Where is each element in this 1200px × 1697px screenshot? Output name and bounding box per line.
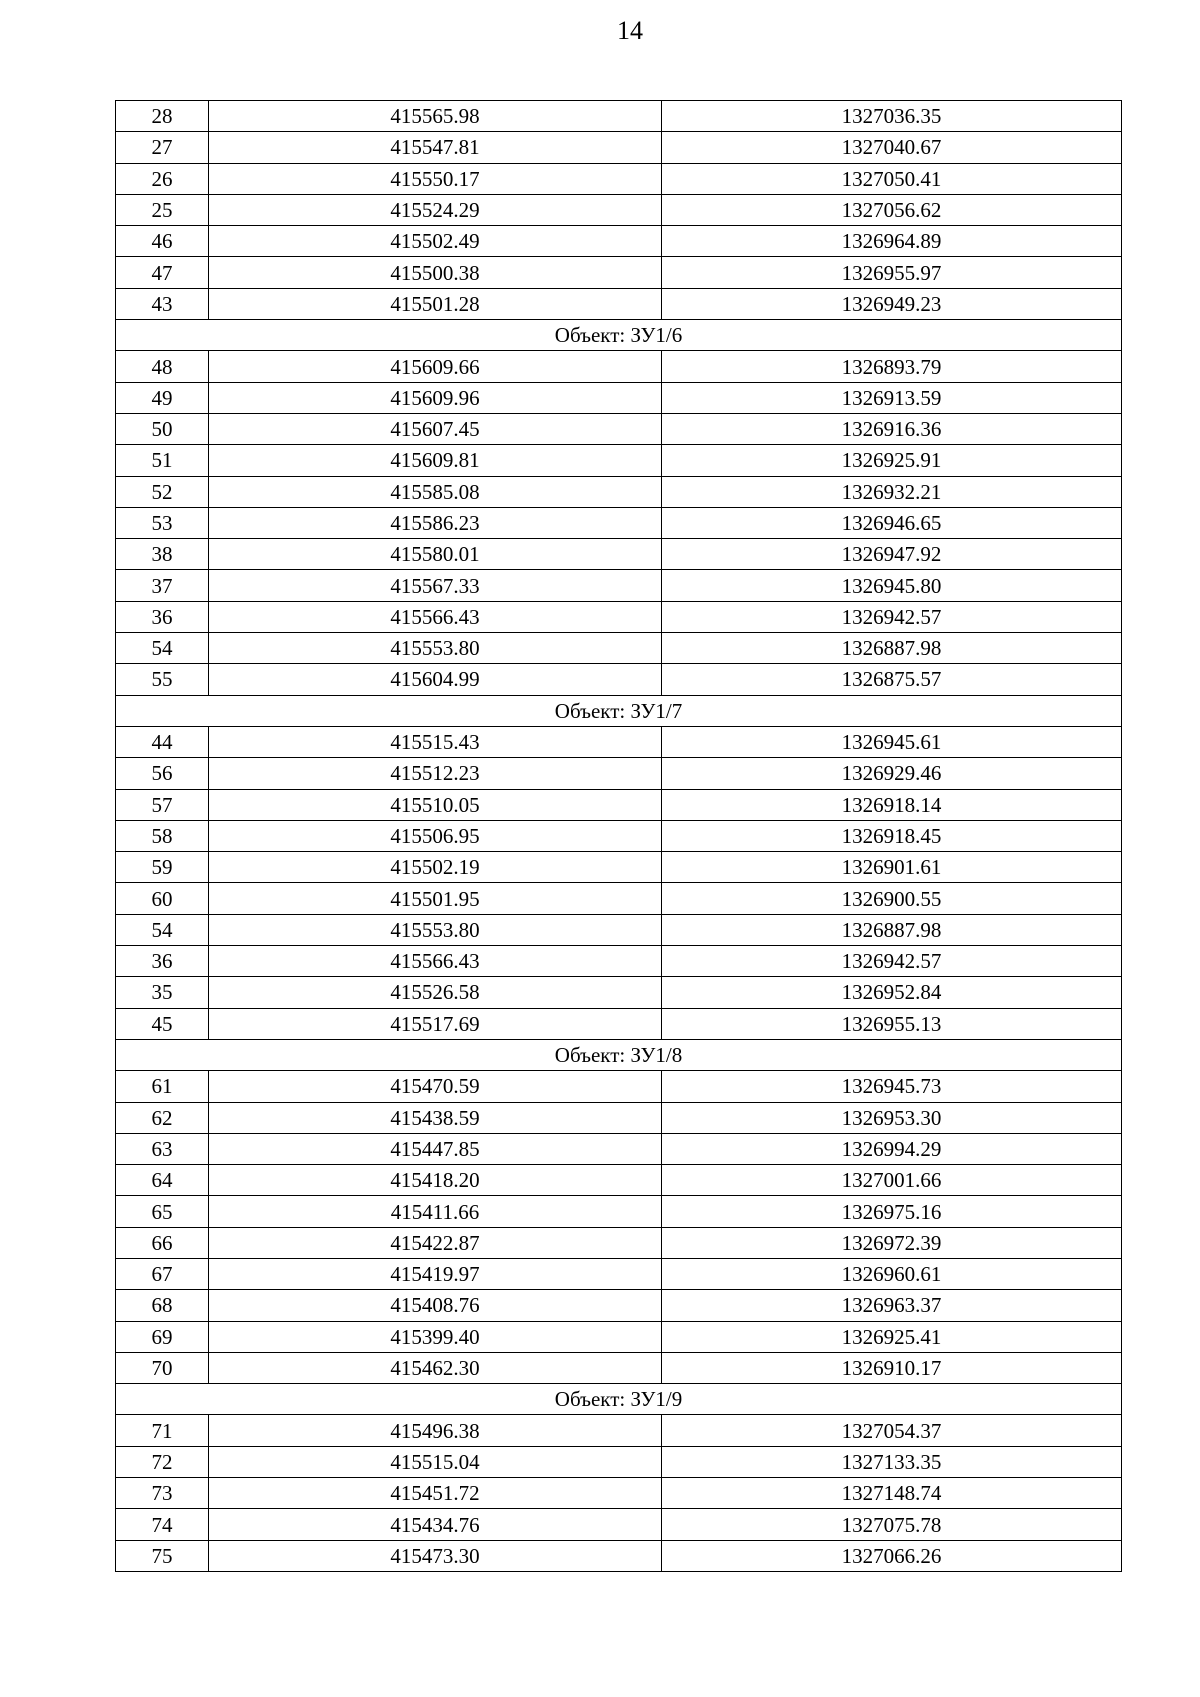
- x-coordinate-cell: 415565.98: [209, 101, 662, 132]
- x-coordinate-cell: 415502.49: [209, 226, 662, 257]
- x-coordinate-cell: 415462.30: [209, 1352, 662, 1383]
- point-number-cell: 28: [116, 101, 209, 132]
- section-title: Объект: ЗУ1/7: [116, 695, 1122, 726]
- table-row: [116, 1258, 1122, 1289]
- point-number-cell: 61: [116, 1071, 209, 1102]
- y-coordinate-cell: 1326910.17: [662, 1352, 1122, 1383]
- y-coordinate-cell: 1326964.89: [662, 226, 1122, 257]
- y-coordinate-cell: 1326893.79: [662, 351, 1122, 382]
- y-coordinate-cell: 1326963.37: [662, 1290, 1122, 1321]
- y-coordinate-cell: 1327075.78: [662, 1509, 1122, 1540]
- x-coordinate-cell: 415515.43: [209, 726, 662, 757]
- table-row: [116, 633, 1122, 664]
- y-coordinate-cell: 1326945.73: [662, 1071, 1122, 1102]
- y-coordinate-cell: 1326901.61: [662, 852, 1122, 883]
- y-coordinate-cell: 1327056.62: [662, 194, 1122, 225]
- table-row: [116, 382, 1122, 413]
- point-number-cell: 35: [116, 977, 209, 1008]
- x-coordinate-cell: 415501.28: [209, 288, 662, 319]
- y-coordinate-cell: 1326900.55: [662, 883, 1122, 914]
- table-row: [116, 132, 1122, 163]
- table-row: [116, 413, 1122, 444]
- x-coordinate-cell: 415609.66: [209, 351, 662, 382]
- table-row: [116, 1227, 1122, 1258]
- table-row: [116, 570, 1122, 601]
- table-row: [116, 977, 1122, 1008]
- section-title: Объект: ЗУ1/9: [116, 1384, 1122, 1415]
- point-number-cell: 73: [116, 1478, 209, 1509]
- y-coordinate-cell: 1326932.21: [662, 476, 1122, 507]
- x-coordinate-cell: 415438.59: [209, 1102, 662, 1133]
- y-coordinate-cell: 1326887.98: [662, 914, 1122, 945]
- x-coordinate-cell: 415451.72: [209, 1478, 662, 1509]
- point-number-cell: 75: [116, 1540, 209, 1571]
- table-row: [116, 946, 1122, 977]
- point-number-cell: 46: [116, 226, 209, 257]
- x-coordinate-cell: 415607.45: [209, 413, 662, 444]
- table-row: [116, 1415, 1122, 1446]
- point-number-cell: 65: [116, 1196, 209, 1227]
- y-coordinate-cell: 1326946.65: [662, 507, 1122, 538]
- section-header-row: [116, 1384, 1122, 1415]
- section-header-row: [116, 695, 1122, 726]
- x-coordinate-cell: 415501.95: [209, 883, 662, 914]
- table-row: [116, 445, 1122, 476]
- x-coordinate-cell: 415566.43: [209, 946, 662, 977]
- y-coordinate-cell: 1327001.66: [662, 1165, 1122, 1196]
- table-row: [116, 883, 1122, 914]
- table-row: [116, 539, 1122, 570]
- x-coordinate-cell: 415496.38: [209, 1415, 662, 1446]
- x-coordinate-cell: 415526.58: [209, 977, 662, 1008]
- x-coordinate-cell: 415408.76: [209, 1290, 662, 1321]
- x-coordinate-cell: 415447.85: [209, 1133, 662, 1164]
- point-number-cell: 71: [116, 1415, 209, 1446]
- page-number: 14: [617, 16, 643, 45]
- x-coordinate-cell: 415550.17: [209, 163, 662, 194]
- table-row: [116, 1102, 1122, 1133]
- y-coordinate-cell: 1326949.23: [662, 288, 1122, 319]
- x-coordinate-cell: 415500.38: [209, 257, 662, 288]
- x-coordinate-cell: 415567.33: [209, 570, 662, 601]
- point-number-cell: 52: [116, 476, 209, 507]
- section-title: Объект: ЗУ1/6: [116, 320, 1122, 351]
- point-number-cell: 47: [116, 257, 209, 288]
- table-row: [116, 226, 1122, 257]
- coordinates-table-body: [116, 101, 1122, 1572]
- table-row: [116, 476, 1122, 507]
- point-number-cell: 36: [116, 601, 209, 632]
- table-row: [116, 163, 1122, 194]
- x-coordinate-cell: 415515.04: [209, 1446, 662, 1477]
- table-row: [116, 1133, 1122, 1164]
- y-coordinate-cell: 1326945.61: [662, 726, 1122, 757]
- x-coordinate-cell: 415586.23: [209, 507, 662, 538]
- table-row: [116, 1196, 1122, 1227]
- point-number-cell: 37: [116, 570, 209, 601]
- y-coordinate-cell: 1326925.41: [662, 1321, 1122, 1352]
- table-row: [116, 1352, 1122, 1383]
- y-coordinate-cell: 1326994.29: [662, 1133, 1122, 1164]
- x-coordinate-cell: 415418.20: [209, 1165, 662, 1196]
- y-coordinate-cell: 1326887.98: [662, 633, 1122, 664]
- x-coordinate-cell: 415512.23: [209, 758, 662, 789]
- y-coordinate-cell: 1326916.36: [662, 413, 1122, 444]
- section-header-row: [116, 320, 1122, 351]
- point-number-cell: 64: [116, 1165, 209, 1196]
- point-number-cell: 55: [116, 664, 209, 695]
- table-row: [116, 1446, 1122, 1477]
- x-coordinate-cell: 415470.59: [209, 1071, 662, 1102]
- point-number-cell: 38: [116, 539, 209, 570]
- point-number-cell: 58: [116, 820, 209, 851]
- table-row: [116, 1165, 1122, 1196]
- y-coordinate-cell: 1326960.61: [662, 1258, 1122, 1289]
- point-number-cell: 57: [116, 789, 209, 820]
- x-coordinate-cell: 415434.76: [209, 1509, 662, 1540]
- x-coordinate-cell: 415502.19: [209, 852, 662, 883]
- y-coordinate-cell: 1326955.97: [662, 257, 1122, 288]
- point-number-cell: 44: [116, 726, 209, 757]
- y-coordinate-cell: 1326972.39: [662, 1227, 1122, 1258]
- y-coordinate-cell: 1326945.80: [662, 570, 1122, 601]
- y-coordinate-cell: 1326942.57: [662, 601, 1122, 632]
- table-row: [116, 758, 1122, 789]
- table-row: [116, 1290, 1122, 1321]
- point-number-cell: 43: [116, 288, 209, 319]
- table-row: [116, 194, 1122, 225]
- point-number-cell: 48: [116, 351, 209, 382]
- x-coordinate-cell: 415419.97: [209, 1258, 662, 1289]
- y-coordinate-cell: 1326955.13: [662, 1008, 1122, 1039]
- section-header-row: [116, 1039, 1122, 1070]
- x-coordinate-cell: 415580.01: [209, 539, 662, 570]
- point-number-cell: 54: [116, 914, 209, 945]
- x-coordinate-cell: 415553.80: [209, 633, 662, 664]
- point-number-cell: 60: [116, 883, 209, 914]
- point-number-cell: 51: [116, 445, 209, 476]
- y-coordinate-cell: 1326918.14: [662, 789, 1122, 820]
- table-row: [116, 507, 1122, 538]
- y-coordinate-cell: 1326952.84: [662, 977, 1122, 1008]
- point-number-cell: 25: [116, 194, 209, 225]
- point-number-cell: 63: [116, 1133, 209, 1164]
- y-coordinate-cell: 1327133.35: [662, 1446, 1122, 1477]
- x-coordinate-cell: 415585.08: [209, 476, 662, 507]
- y-coordinate-cell: 1326913.59: [662, 382, 1122, 413]
- table-row: [116, 914, 1122, 945]
- table-row: [116, 820, 1122, 851]
- x-coordinate-cell: 415473.30: [209, 1540, 662, 1571]
- table-row: [116, 1478, 1122, 1509]
- point-number-cell: 45: [116, 1008, 209, 1039]
- y-coordinate-cell: 1327040.67: [662, 132, 1122, 163]
- point-number-cell: 36: [116, 946, 209, 977]
- point-number-cell: 49: [116, 382, 209, 413]
- table-row: [116, 1008, 1122, 1039]
- point-number-cell: 74: [116, 1509, 209, 1540]
- y-coordinate-cell: 1327050.41: [662, 163, 1122, 194]
- point-number-cell: 59: [116, 852, 209, 883]
- x-coordinate-cell: 415517.69: [209, 1008, 662, 1039]
- table-row: [116, 789, 1122, 820]
- point-number-cell: 27: [116, 132, 209, 163]
- point-number-cell: 69: [116, 1321, 209, 1352]
- x-coordinate-cell: 415566.43: [209, 601, 662, 632]
- y-coordinate-cell: 1326925.91: [662, 445, 1122, 476]
- x-coordinate-cell: 415510.05: [209, 789, 662, 820]
- table-row: [116, 664, 1122, 695]
- point-number-cell: 68: [116, 1290, 209, 1321]
- y-coordinate-cell: 1326947.92: [662, 539, 1122, 570]
- y-coordinate-cell: 1326918.45: [662, 820, 1122, 851]
- point-number-cell: 70: [116, 1352, 209, 1383]
- y-coordinate-cell: 1326942.57: [662, 946, 1122, 977]
- x-coordinate-cell: 415399.40: [209, 1321, 662, 1352]
- y-coordinate-cell: 1327054.37: [662, 1415, 1122, 1446]
- point-number-cell: 53: [116, 507, 209, 538]
- x-coordinate-cell: 415553.80: [209, 914, 662, 945]
- point-number-cell: 67: [116, 1258, 209, 1289]
- x-coordinate-cell: 415609.96: [209, 382, 662, 413]
- point-number-cell: 66: [116, 1227, 209, 1258]
- y-coordinate-cell: 1327148.74: [662, 1478, 1122, 1509]
- point-number-cell: 56: [116, 758, 209, 789]
- table-row: [116, 726, 1122, 757]
- coordinates-table: [115, 100, 1122, 1572]
- point-number-cell: 54: [116, 633, 209, 664]
- table-row: [116, 288, 1122, 319]
- y-coordinate-cell: 1327066.26: [662, 1540, 1122, 1571]
- x-coordinate-cell: 415604.99: [209, 664, 662, 695]
- y-coordinate-cell: 1326953.30: [662, 1102, 1122, 1133]
- point-number-cell: 26: [116, 163, 209, 194]
- section-title: Объект: ЗУ1/8: [116, 1039, 1122, 1070]
- x-coordinate-cell: 415506.95: [209, 820, 662, 851]
- x-coordinate-cell: 415422.87: [209, 1227, 662, 1258]
- table-row: [116, 351, 1122, 382]
- table-row: [116, 1321, 1122, 1352]
- point-number-cell: 50: [116, 413, 209, 444]
- x-coordinate-cell: 415609.81: [209, 445, 662, 476]
- x-coordinate-cell: 415524.29: [209, 194, 662, 225]
- point-number-cell: 72: [116, 1446, 209, 1477]
- y-coordinate-cell: 1326875.57: [662, 664, 1122, 695]
- table-row: [116, 852, 1122, 883]
- table-row: [116, 101, 1122, 132]
- table-row: [116, 601, 1122, 632]
- table-row: [116, 1540, 1122, 1571]
- x-coordinate-cell: 415411.66: [209, 1196, 662, 1227]
- table-row: [116, 257, 1122, 288]
- table-row: [116, 1071, 1122, 1102]
- y-coordinate-cell: 1326929.46: [662, 758, 1122, 789]
- y-coordinate-cell: 1326975.16: [662, 1196, 1122, 1227]
- point-number-cell: 62: [116, 1102, 209, 1133]
- x-coordinate-cell: 415547.81: [209, 132, 662, 163]
- y-coordinate-cell: 1327036.35: [662, 101, 1122, 132]
- table-row: [116, 1509, 1122, 1540]
